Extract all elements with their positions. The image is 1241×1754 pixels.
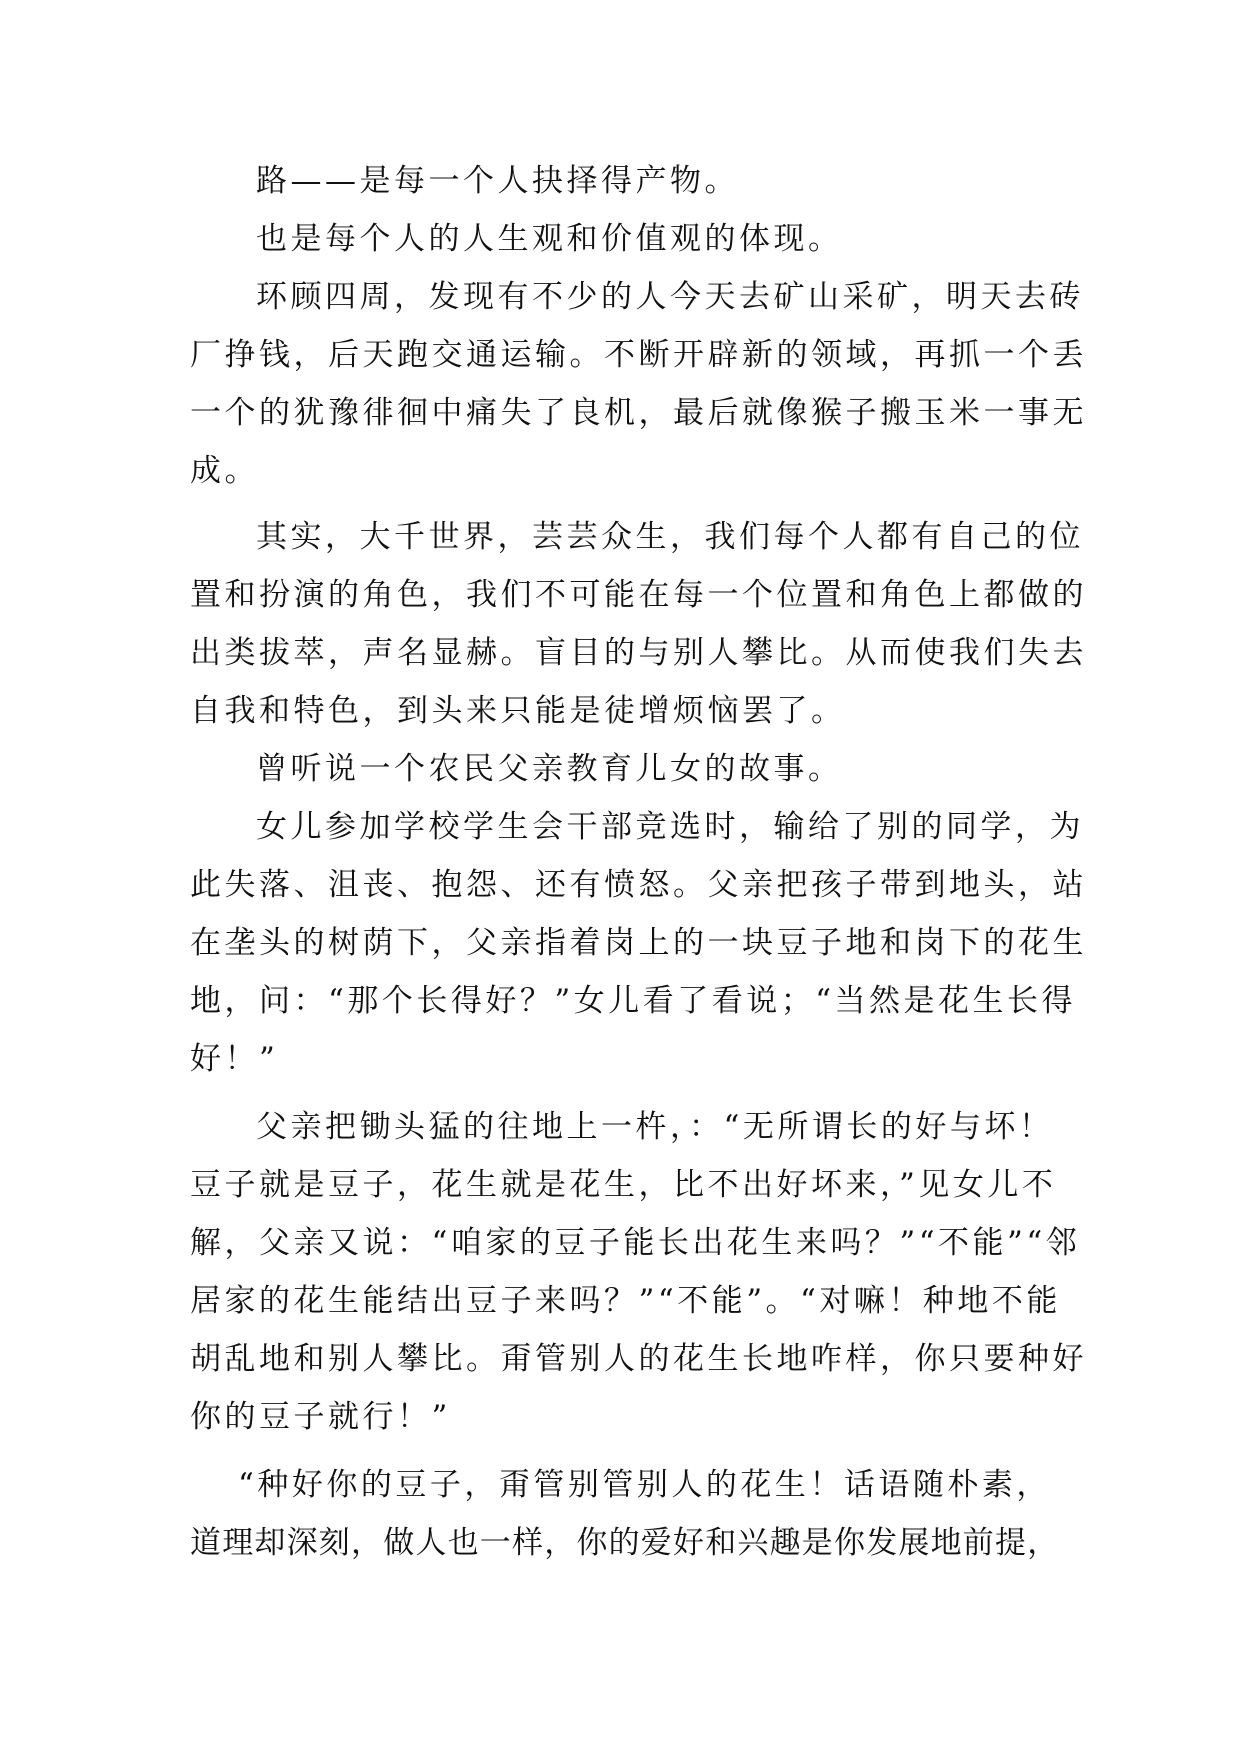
paragraph-line: 厂挣钱，后天跑交通运输。不断开辟新的领域，再抓一个丢 (190, 337, 1087, 373)
paragraph-line: 你的豆子就行！” (190, 1399, 451, 1435)
paragraph-line: 出类拔萃，声名显赫。盲目的与别人攀比。从而使我们失去 (190, 635, 1087, 671)
paragraph-line: 豆子就是豆子，花生就是花生，比不出好坏来，”见女儿不 (190, 1167, 1057, 1203)
paragraph-line: 一个的犹豫徘徊中痛失了良机，最后就像猴子搬玉米一事无 (190, 395, 1087, 431)
document-body (190, 152, 1087, 1572)
paragraph-line: 女儿参加学校学生会干部竞选时，输给了别的同学，为 (256, 809, 1084, 845)
paragraph-line: 其实，大千世界，芸芸众生，我们每个人都有自己的位 (256, 519, 1084, 555)
paragraph-line: 道理却深刻，做人也一样，你的爱好和兴趣是你发展地前提， (190, 1525, 1060, 1561)
paragraph-line: 成。 (190, 453, 259, 489)
paragraph-line: 父亲把锄头猛的往地上一杵，：“无所谓长的好与坏！ (256, 1109, 1054, 1145)
paragraph-line: 胡乱地和别人攀比。甭管别人的花生长地咋样，你只要种好 (190, 1341, 1087, 1377)
paragraph-line: 在垄头的树荫下，父亲指着岗上的一块豆子地和岗下的花生 (190, 925, 1087, 961)
paragraph-line: 曾听说一个农民父亲教育儿女的故事。 (256, 751, 843, 787)
paragraph-line: 解，父亲又说：“咱家的豆子能长出花生来吗？”“不能”“邻 (190, 1225, 1081, 1261)
paragraph-line: 居家的花生能结出豆子来吗？”“不能”。“对嘛！种地不能 (190, 1283, 1061, 1319)
paragraph-line: 环顾四周，发现有不少的人今天去矿山采矿，明天去砖 (256, 279, 1084, 315)
paragraph-line: 路——是每一个人抉择得产物。 (256, 163, 739, 199)
paragraph-line: 好！” (190, 1041, 279, 1077)
paragraph-line: 置和扮演的角色，我们不可能在每一个位置和角色上都做的 (190, 577, 1087, 613)
paragraph-line: 此失落、沮丧、抱怨、还有愤怒。父亲把孩子带到地头，站 (190, 867, 1087, 903)
paragraph-line: 自我和特色，到头来只能是徒增烦恼罢了。 (190, 693, 846, 729)
paragraph-line: “种好你的豆子，甭管别管别人的花生！话语随朴素， (238, 1467, 1051, 1503)
paragraph-line: 地，问：“那个长得好？”女儿看了看说；“当然是花生长得 (190, 983, 1077, 1019)
paragraph-line: 也是每个人的人生观和价值观的体现。 (256, 221, 843, 257)
